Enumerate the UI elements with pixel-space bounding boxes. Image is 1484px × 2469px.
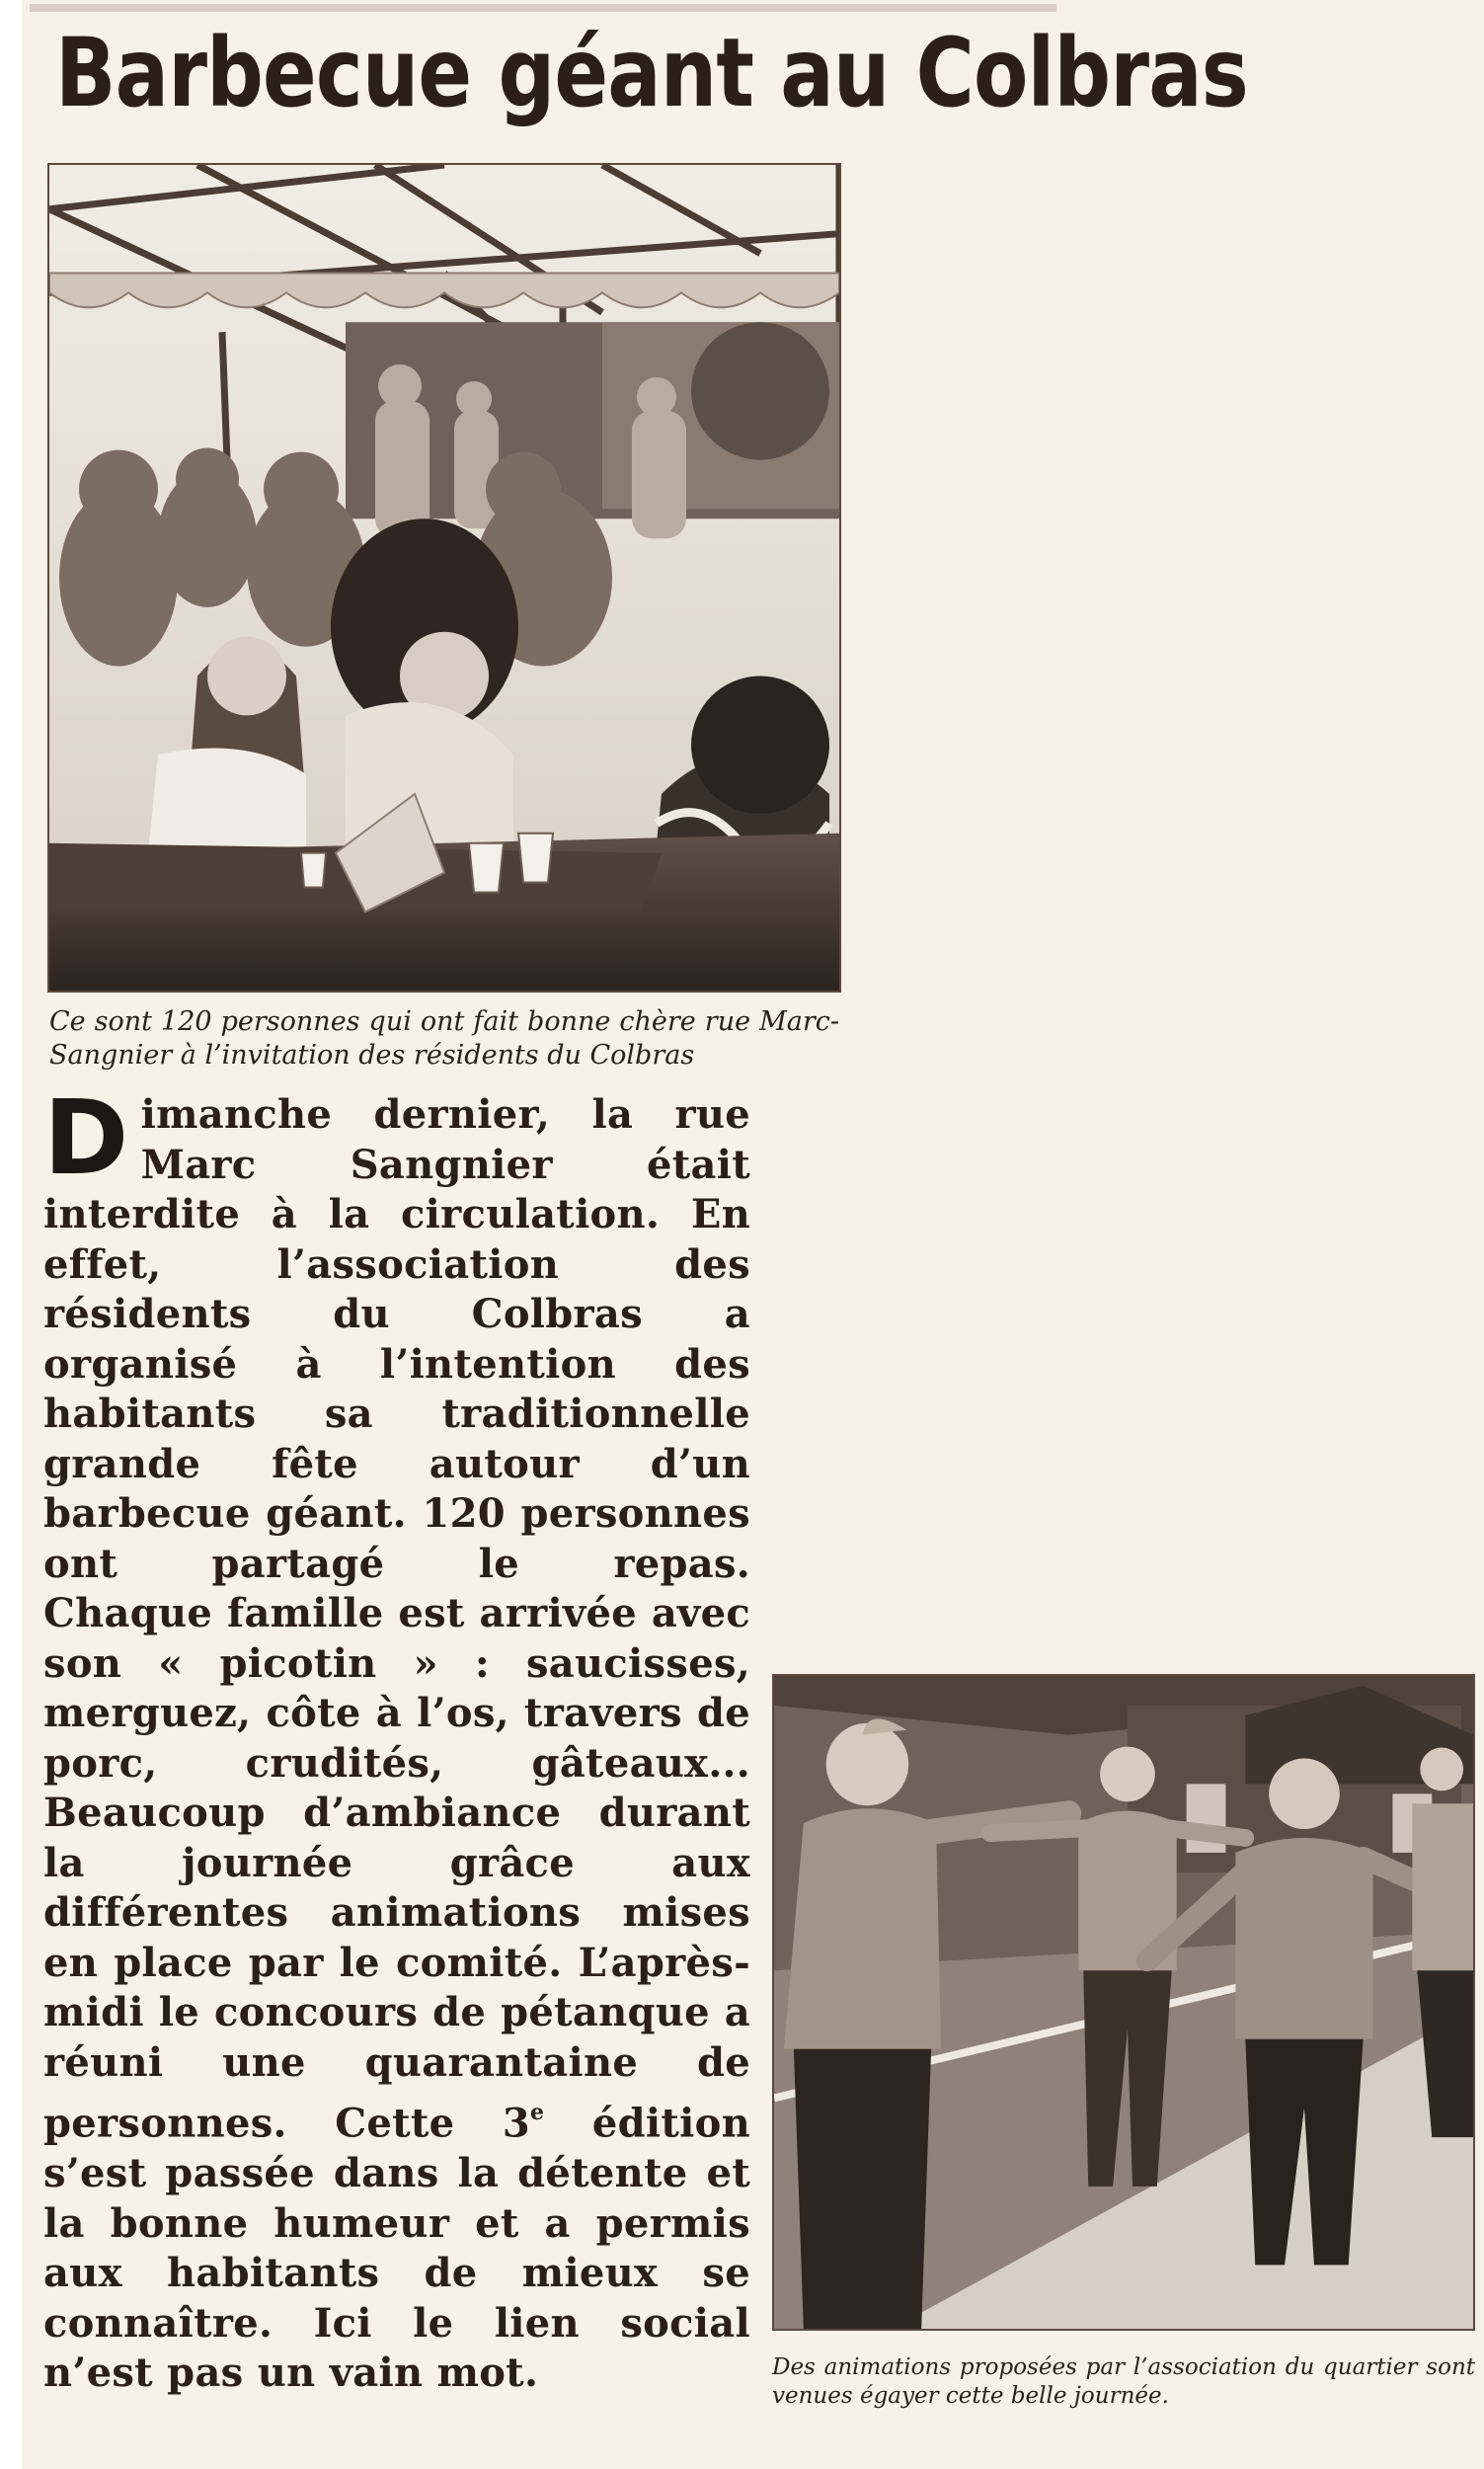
article-paragraph-1 xyxy=(43,1077,750,1589)
dancing-women-photo xyxy=(772,1674,1475,2331)
dancing-photo-caption: Des animations proposées par l’association du quartier sont venues égayer cette belle journée. xyxy=(772,2354,1475,2409)
paragraph-2-text-b: édition s’est passée dans la détente et la bonne humeur et a permis aux habitants de mieux se connaître. Ici le lien social n’est pas un vain mot. xyxy=(43,2100,750,2397)
paragraph-1-text: imanche dernier, la rue Marc Sangnier était interdite à la circulation. En effet, l’association des résidents du Colbras a organisé à l’intention des habitants sa traditionnelle grande fête autour d’un barbecue géant. 120 personnes ont partagé le repas. xyxy=(43,1091,750,1587)
article-body xyxy=(43,1077,750,2399)
barbecue-crowd-photo xyxy=(47,163,841,993)
header-rule xyxy=(30,4,1056,12)
headline: Barbecue géant au Colbras xyxy=(55,18,1248,128)
ordinal-superscript: e xyxy=(530,2100,545,2125)
drop-cap: D xyxy=(43,1077,129,1198)
main-photo-caption: Ce sont 120 personnes qui ont fait bonne chère rue Marc-Sangnier à l’invitation des résidents du Colbras xyxy=(49,1006,839,1071)
article-paragraph-2 xyxy=(43,1589,750,2399)
paragraph-2-text-a: Chaque famille est arrivée avec son « picotin » : saucisses, merguez, côte à l’os, travers de porc, crudités, gâteaux... Beaucoup d’ambiance durant la journée grâce aux différentes animations mises en place par le comité. L’après-midi le concours de pétanque a réuni une quarantaine de personnes. Cette 3 xyxy=(43,1590,750,2147)
